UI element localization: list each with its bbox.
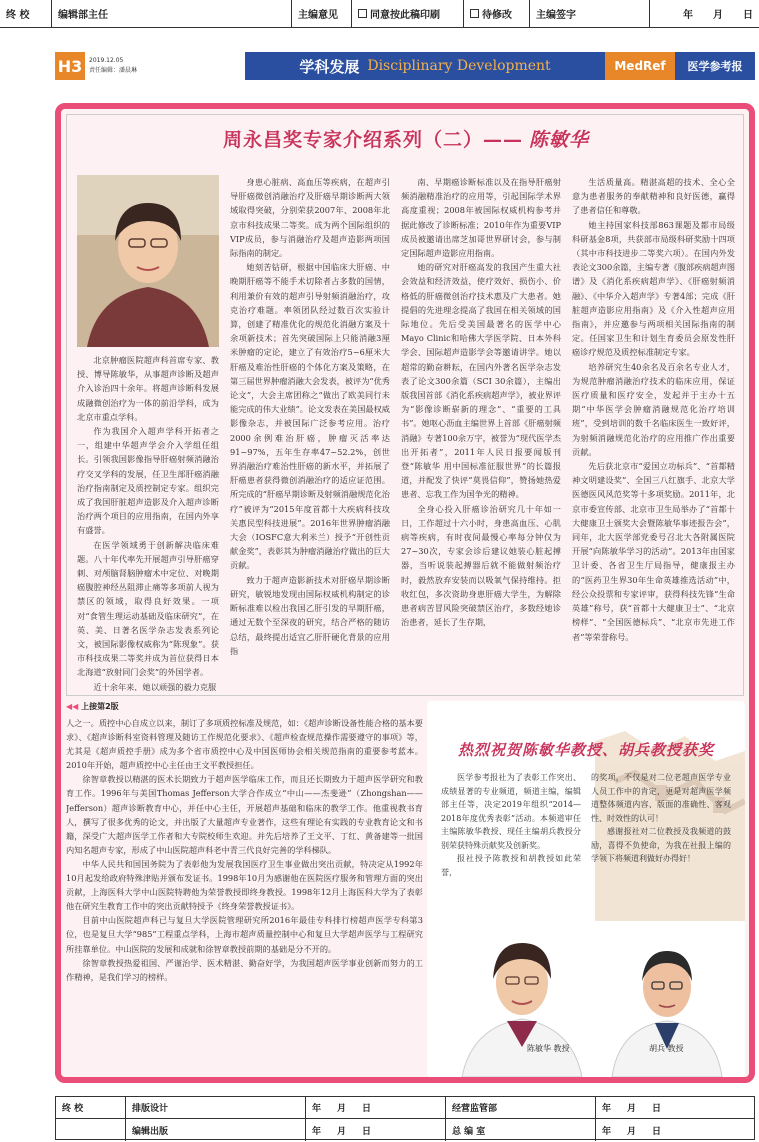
- continued-tag: ◀◀ 上接第2版: [66, 702, 119, 711]
- article-column-1: 北京肿瘤医院超声科首席专家、教授、博导陈敏华，从事超声诊断及超声介入诊治四十余年。将超声诊断科发展成融微创治疗为一体的前沿学科，成为北京市重点学科。 作为我国介入超声学科开拓者之一，组建中华超声学会介入学组任组长。引领我国影像指导肝癌射频消融治疗交叉学科的发展，任卫生部肝癌消融治疗指南制定及质控制定专家。组织完成了我国肝脏超声造影及介入超声诊断治疗两个项目的应用指南，在国内外享有盛誉。 在医学领域勇于创新解决临床难题。八十年代率先开展超声引导肝癌穿刺、对颅脑肾脑肿瘤术中定位、对晚期癌腹腔神经丛阻滞止痛等多项前人视为禁区的领域，取得良好效果。一项对“食管生理运动基础及临床研究”，在英、美、日著名医学杂志发表系列论文，被国际影像权威称为“陈现象”。获市科技成果二等奖并成为首位获得日本北海道“放射同门会奖”的外国学者。 近十余年来，她以顽强的毅力克服: [77, 355, 219, 691]
- article-column-4: 生活质量高。精湛高超的技术、全心全意为患者服务的奉献精神和良好医德，赢得了患者信任和尊敬。 她主持国家科技部863课题及都市局级科研基金8项，共获部市局级科研奖励十四项（其中市科技进步二等奖六项）。在国内外发表论文300余篇，主编专著《腹部疾病超声图谱》及《消化系疾病超声学》、《肝癌射频消融》、《中华介入超声学》专著4部；完成《肝脏超声造影应用指南》及《介入性超声应用指南》，并应邀参与两项相关国际指南的制定。任国家卫生和计划生育委员会原发性肝癌诊疗规范及质控标准制定专家。 培养研究生40余名及百余名专业人才，为规范肿瘤消融治疗技术的临床应用，保证医疗质量和医疗安全，发起并于主办十五期“中华医学会肿瘤消融规范化治疗培训班”，受到培训的数千名临床医生一致好评，为射频消融规范化治疗的应用推广作出重要贡献。 先后获北京市“爱国立功标兵”、“首都精神文明建设奖”、全国三八红旗手、北京大学医德医风风范奖等十多项奖励。2011年，北京市委宣传部、北京市卫生局举办了“首都十大健康卫士颁奖大会暨陈敏华事迹报告会”，同年，北大医学部党委号召北大各附属医院开展“向陈敏华学习的活动”。2013年由国家卫计委、各省卫生厅局指导，健康报主办的“医药卫生界30年生命英雄推选活动”中，经公众投票和专家评审，获得科技先锋“生命英雄”称号，获“首都十大健康卫士”、“北京榜样”、“全国医德标兵”、“北京市先进工作者”等荣誉称号。: [572, 177, 735, 642]
- proof-opinion-label: 主编意见: [292, 0, 352, 27]
- footer-date-2: 年 月 日: [602, 1104, 662, 1114]
- section-title-cn: 学科发展: [299, 57, 360, 76]
- header-meta: [85, 52, 245, 80]
- congrats-title: 热烈祝贺陈敏华教授、胡兵教授获奖: [457, 741, 714, 759]
- double-arrow-icon: ◀◀: [66, 702, 82, 711]
- section-title-en: Disciplinary Development: [367, 58, 551, 74]
- proof-date: 年 月 日: [683, 10, 753, 21]
- proof-footer-strip: [55, 1096, 755, 1140]
- continued-article: [66, 701, 423, 1085]
- proof-agree-option[interactable]: 同意按此稿印刷: [352, 0, 464, 27]
- responsible-editor: 责任编辑：潘晨琳: [89, 67, 138, 74]
- proof-footer-row-2: [56, 1119, 754, 1141]
- congrats-text-right: 的奖项，不仅是对二位老超声医学专业人员工作中的肯定，更是对超声医学频道整体频道内容、版面的准确性、客观性、时效性的认可！ 感谢报社对二位教授及我频道的鼓励，喜得不负使命，为我在社报上编的学领下将频道利做好办得好！: [591, 773, 731, 863]
- proof-footer-row-1: [56, 1097, 754, 1119]
- portrait-photo: [77, 175, 219, 347]
- feature-article: [66, 114, 744, 696]
- caption-chen: 陈敏华 教授: [527, 1044, 570, 1053]
- footer-date-3: 年 月 日: [306, 1119, 446, 1141]
- revise-checkbox[interactable]: [470, 9, 479, 18]
- article-column-2: 身患心脏病、高血压等疾病，在超声引导肝癌微创消融治疗及肝癌早期诊断两大领域取得突破，分别荣获2007年、2008年北京市科技成果二等奖。成为两个国际组织的VIP成员，参与消融治疗及超声造影两项国际指南的制定。 她刻苦钻研，根据中国临床大肝癌、中晚期肝癌等不能手术切除者占多数的国情，利用兼价有效的超声引导射频消融治疗，攻克治疗难题。率领团队经过数百次实验计算，创建了精准优化的规范化消融方案及十余项新技术；首先突破国际上只能消融3厘米肿瘤的定论，建立了有效治疗5~6厘米大肝癌及难治性肝癌的个体化方案及策略，在第三届世界肿瘤消融大会发表，被评为“优秀论文”，大会主席团称之“做出了欧美同行未能完成的伟大业绩”。论文发表在美国最权威影像杂志，并被国际广泛参考应用。治疗2000余例难治肝癌，肿瘤灭活率达91~97%，五年生存率47~52.2%，创世界消融治疗难治性肝癌的新水平，并拓展了肝癌患者获得微创消融治疗的适应证范围。所完成的“肝癌早期诊断及射频消融规范化治疗”被评为“2015年度首都十大疾病科技攻关惠民型科技进展”。2016年世界肿瘤消融大会（IOSFC意大利米兰）授予“开创性贡献金奖”，表彰其为肿瘤消融治疗做出的巨大贡献。 致力于超声造影新技术对肝癌早期诊断研究，敏锐地发现由国际权威机构制定的诊断标准难以检出我国乙肝引发的早期肝癌，通过无数个至深夜的研究，结合严格的随访总结，最终提出适宜乙肝肝硬化背景的应用指: [230, 177, 390, 656]
- footer-reviewer: 终 校: [56, 1097, 126, 1118]
- proof-editor-role: 编辑部主任: [52, 0, 292, 27]
- continued-text: 人之一。质控中心自成立以来，制订了多项质控标准及规范，如：《超声诊断设备性能合格的基本要求》、《超声诊断科室资料管理及随访工作规范化要求》、《超声检查规范操作需要遵守的事项》等，尤其是《超声质控手册》成为多个省市质控中心及中国医师协会相关规范指南的重要参考蓝本。2010年开始，超声质控中心主任由王文平教授担任。 徐智章教授以精湛的医术长期致力于超声医学临床工作，而且还长期致力于超声医学研究和教育工作。1996年与美国Thomas Jefferson大学合作成立“中山——杰斐逊”（Zhongshan——Jefferson）超声诊断教育中心，并任中心主任，开展超声基础和临床的教学工作。他重视教书育人，撰写了很多优秀的论文，并出版了大量超声专业著作，这些有理论有实践的专业教育论文和书籍，深受广大超声医学工作者和大专院校师生欢迎。并先后培养了王文平、丁红、黄备建等一批国内知名超声专家，形成了中山医院超声科老中青三代良好完善的学科梯队。 中华人民共和国国务院为了表彰他为发展我国医疗卫生事业做出突出贡献，特决定从1992年10月起发给政府特殊津贴并颁布发证书。1998年10月为感谢他在医院医疗服务和管理方面的突出贡献，上海医科大学中山医院特聘他为荣誉教授即终身教授。1998年12月上海医科大学为了表彰他在研究生教育工作中的突出贡献特授予《终身荣誉教授证书》。 目前中山医院超声科已与复旦大学医院管理研究所2016年最佳专科排行榜超声医学专科第3位，也是复旦大学“985”工程重点学科，上海市超声质量控制中心和复旦大学超声医学与工程研究所挂靠单位。中山医院的发展和成就和徐智章教授前期的基础是分不开的。 徐智章教授热爱祖国、严谨治学、医术精湛、勤奋好学，为我国超声医学事业创新而努力的工作精神，是我们学习的榜样。: [66, 718, 423, 982]
- section-title: [245, 52, 605, 80]
- page-header: [55, 52, 755, 80]
- footer-chief-label: 总 编 室: [446, 1119, 596, 1141]
- congrats-text-left: 医学参考报社为了表彰工作突出、成绩显著的专业频道，频道主编，编辑部主任等，决定2019年组织“2014—2018年度优秀表彰”活动。本频道审任主编陈敏华教授、现任主编胡兵教授分别荣获特殊贡献奖及创新奖。 报社授予陈教授和胡教授如此荣誉，: [441, 773, 581, 877]
- congratulations-box: [427, 701, 745, 1077]
- brand-logo: MedRef: [605, 52, 675, 80]
- footer-editor-label: 编辑出版: [126, 1119, 306, 1141]
- footer-layout-label: 排版设计: [126, 1097, 306, 1118]
- content-frame: [55, 103, 755, 1083]
- issue-date: 2019.12.05: [89, 57, 124, 64]
- agree-checkbox[interactable]: [358, 9, 367, 18]
- footer-date-4: 年 月 日: [602, 1126, 662, 1137]
- article-title: 周永昌奖专家介绍系列（二）—— 陈敏华: [222, 129, 590, 151]
- proof-reviewer-label: 终 校: [0, 0, 52, 27]
- footer-date-1: 年 月 日: [306, 1097, 446, 1118]
- proof-sign-label: 主编签字: [530, 0, 650, 27]
- newspaper-name: 医学参考报: [675, 52, 755, 80]
- hu-portrait: [607, 927, 727, 1077]
- footer-ops-label: 经营监管部: [446, 1097, 596, 1118]
- proof-header-strip: [0, 0, 759, 28]
- article-title-name: 陈敏华: [529, 129, 590, 151]
- proof-revise-option[interactable]: 待修改: [464, 0, 530, 27]
- section-number: H3: [55, 52, 85, 80]
- article-column-3: 南、早期癌诊断标准以及在指导肝癌射频消融精准治疗的应用等，引起国际学术界高度重视；2008年被国际权威机构参考并据此修改了诊断标准；2010年作为重要VIP成员被邀请出席芝加哥世界研讨会，参与制定国际超声造影应用指南。 她的研究对肝癌高发的我国产生重大社会效益和经济效益，使疗效好、损伤小、价格低的肝癌微创治疗技术惠及广大患者。她提倡的先进理念提高了我国在相关领域的国际地位。先后受美国最著名的医学中心Mayo Clinic和哈佛大学医学院、日本外科学会、国际超声造影学会等邀请讲学。她以超常的勤奋耕耘，在国内外著名医学杂志发表了论文300余篇（SCI 30余篇），主编出版我国首部《消化系疾病超声学》，被业界评为“影像诊断崭新的理念”、“重要的工具书”。她呕心沥血主编世界上首部《肝癌射频消融》专著100余万字，被誉为“现代医学杰出开拓者”，2011年人民日报要闻版刊登“陈敏华 用中国标准征服世界”的长篇报道，并配发了快评“莫畏信仰”，赞扬她热爱患者、忘我工作为国争光的精神。 全身心投入肝癌诊治研究几十年如一日，工作超过十六小时，身患高血压、心肌病等疾病，有时夜间最慢心率每分钟仅为27~30次，专家会诊后建议她装心脏起搏器，当听说装起搏器后就不能做射频治疗时，毅然放弃安装而以吸氧气保持维持。拒收红包，多次资助身患肝癌大学生，为解除患者病苦冒风险突破禁区治疗，多数经她诊治患者，延长了生存期，: [401, 177, 561, 628]
- caption-hu: 胡兵 教授: [649, 1044, 684, 1053]
- portrait-illustration: [77, 175, 219, 347]
- footer-blank: [56, 1119, 126, 1141]
